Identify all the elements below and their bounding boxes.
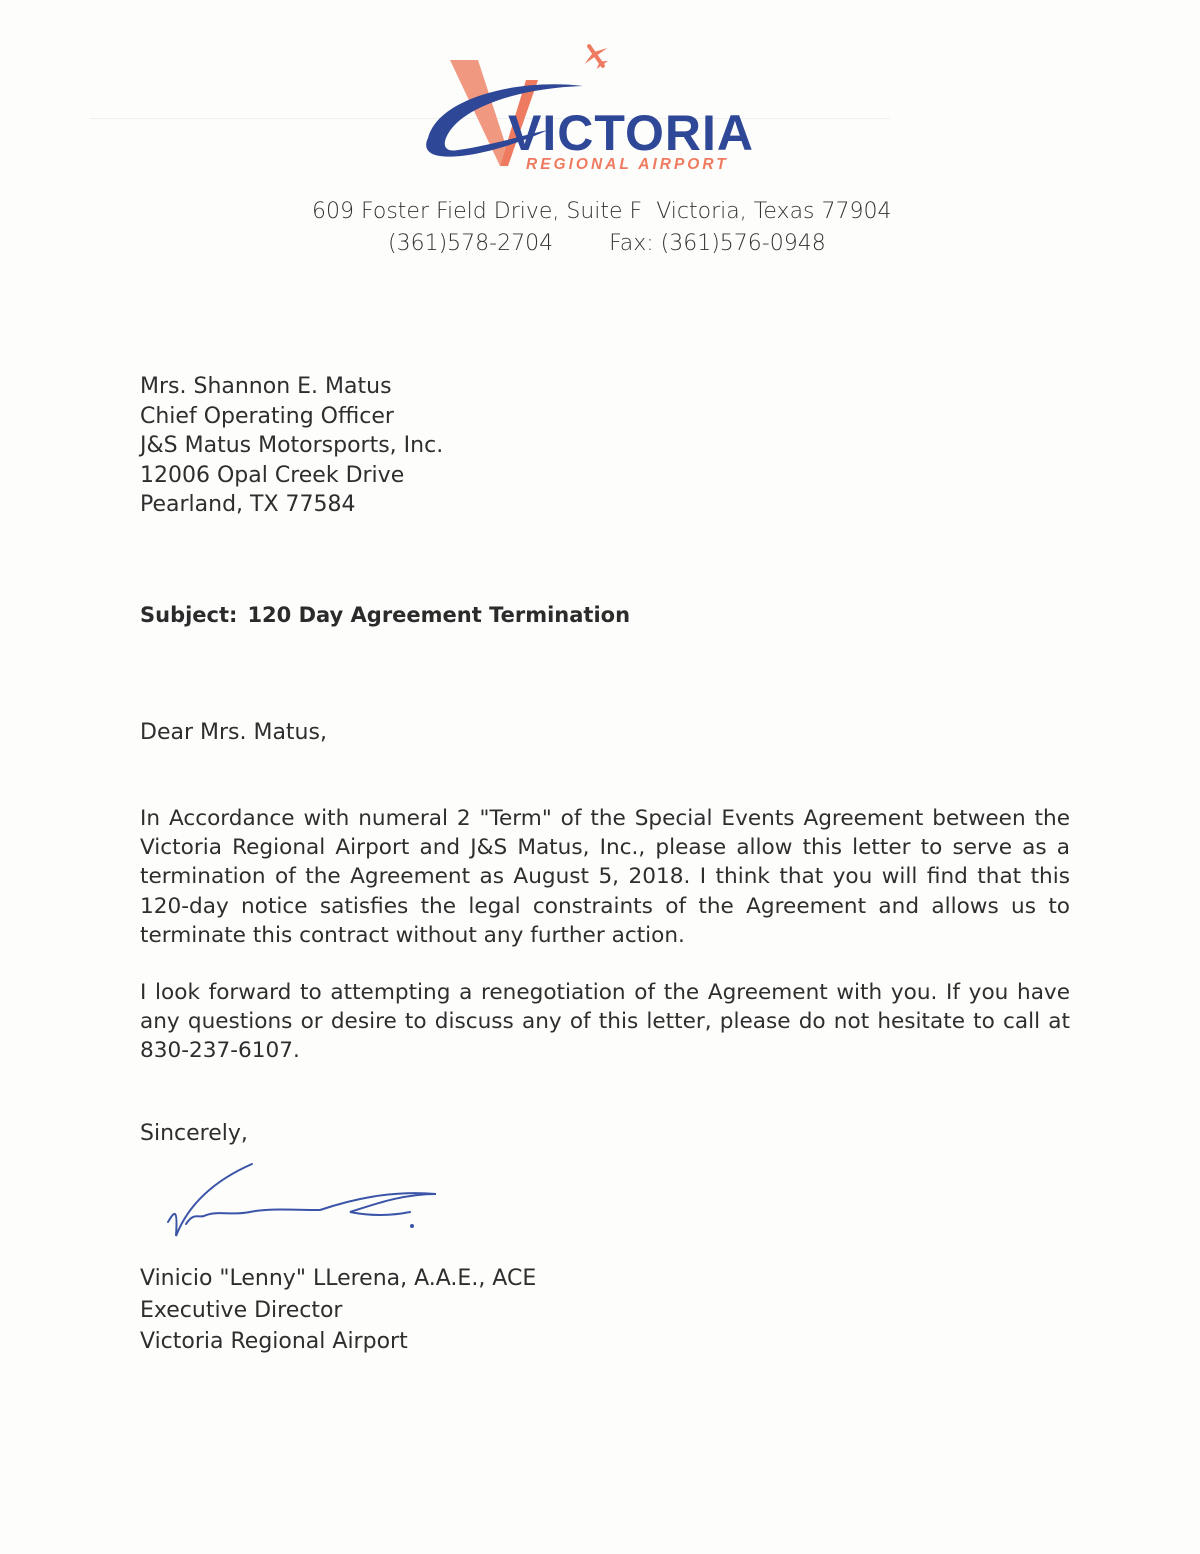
signer-block: [140, 1263, 536, 1358]
recipient-address-block: [140, 372, 443, 520]
body-paragraph-1: In Accordance with numeral 2 "Term" of the Special Events Agreement between the Victoria Regional Airport and J&S Matus, Inc., please allow this letter to serve as a termination of the Agreement as August 5, 2018. I think that you will find that this 120-day notice satisfies the legal constraints of the Agreement and allows us to terminate this contract without any further action.: [140, 806, 1070, 948]
signer-organization: Victoria Regional Airport: [140, 1329, 408, 1354]
closing: Sincerely,: [140, 1121, 248, 1146]
recipient-title: Chief Operating Officer: [140, 403, 394, 429]
city-state-zip: Victoria, Texas 77904: [656, 199, 892, 224]
salutation: Dear Mrs. Matus,: [140, 720, 327, 745]
logo-subtitle: REGIONAL AIRPORT: [526, 156, 729, 173]
recipient-company: J&S Matus Motorsports, Inc.: [140, 433, 444, 458]
subject-label: Subject:: [140, 603, 238, 627]
letterhead-address-row: [300, 196, 900, 228]
subject-line: [140, 603, 630, 627]
signer-title: Executive Director: [140, 1297, 343, 1323]
victoria-airport-logo: [408, 38, 788, 188]
phone-number: (361)578-2704: [388, 231, 554, 256]
street-address: 609 Foster Field Drive, Suite F: [312, 199, 643, 224]
logo-name: VICTORIA: [508, 105, 754, 161]
subject-value: 120 Day Agreement Termination: [247, 603, 631, 627]
fax-number: Fax: (361)576-0948: [609, 231, 826, 256]
handwritten-signature: [160, 1160, 450, 1250]
airplane-icon: [577, 38, 616, 75]
recipient-name: Mrs. Shannon E. Matus: [140, 374, 392, 399]
recipient-city: Pearland, TX 77584: [140, 492, 356, 517]
letterhead-phone-row: [300, 228, 900, 260]
signer-name: Vinicio "Lenny" LLerena, A.A.E., ACE: [140, 1266, 537, 1291]
recipient-street: 12006 Opal Creek Drive: [140, 462, 405, 488]
letterhead-contact: [300, 196, 900, 260]
body-paragraph-2: I look forward to attempting a renegotiation of the Agreement with you. If you have any questions or desire to discuss any of this letter, please do not hesitate to call at 830-237-6107.: [140, 980, 1070, 1064]
